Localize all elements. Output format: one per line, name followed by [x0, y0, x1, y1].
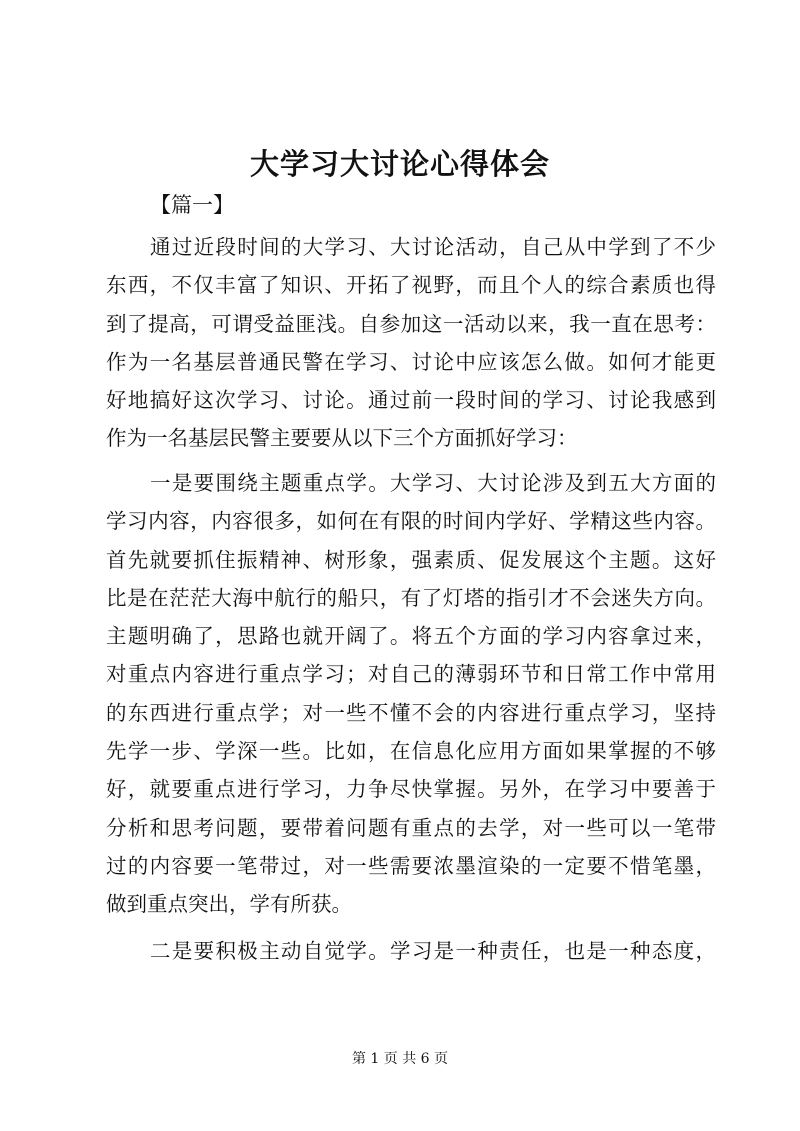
text-line: 作为一名基层普通民警在学习、讨论中应该怎么做。如何才能更	[106, 349, 716, 374]
text-line: 好，就要重点进行学习，力争尽快掌握。另外，在学习中要善于	[106, 777, 716, 802]
text-line: 东西，不仅丰富了知识、开拓了视野，而且个人的综合素质也得	[106, 273, 716, 298]
text-line: 对重点内容进行重点学习；对自己的薄弱环节和日常工作中常用	[106, 662, 716, 687]
paragraph-3	[106, 932, 716, 970]
text-line: 过的内容要一笔带过，对一些需要浓墨渲染的一定要不惜笔墨，	[106, 853, 716, 878]
text-line: 比是在茫茫大海中航行的船只，有了灯塔的指引才不会迷失方向。	[106, 585, 716, 610]
text-line: 通过近段时间的大学习、大讨论活动，自己从中学到了不少	[150, 235, 716, 259]
text-line: 二是要积极主动自觉学。学习是一种责任，也是一种态度，	[150, 939, 716, 963]
text-line: 好地搞好这次学习、讨论。通过前一段时间的学习、讨论我感到	[106, 388, 716, 413]
text-line: 的东西进行重点学；对一些不懂不会的内容进行重点学习，坚持	[106, 700, 716, 725]
text-line: 一是要围绕主题重点学。大学习、大讨论涉及到五大方面的	[150, 471, 716, 495]
page-footer: 第 1 页 共 6 页	[351, 1051, 449, 1067]
paragraph-2	[106, 464, 716, 924]
text-line: 做到重点突出，学有所获。	[106, 892, 352, 917]
paragraph-1	[106, 228, 716, 458]
text-line: 先学一步、学深一些。比如，在信息化应用方面如果掌握的不够	[106, 739, 716, 764]
text-line: 学习内容，内容很多，如何在有限的时间内学好、学精这些内容。	[106, 509, 716, 534]
text-line: 作为一名基层民警主要要从以下三个方面抓好学习：	[106, 426, 578, 451]
document-title: 大学习大讨论心得体会	[249, 147, 550, 181]
text-line: 主题明确了，思路也就开阔了。将五个方面的学习内容拿过来，	[106, 624, 716, 649]
text-line: 分析和思考问题，要带着问题有重点的去学，对一些可以一笔带	[106, 815, 716, 840]
text-line: 首先就要抓住振精神、树形象，强素质、促发展这个主题。这好	[106, 547, 716, 572]
section-label: 【篇一】	[150, 193, 234, 217]
text-line: 到了提高，可谓受益匪浅。自参加这一活动以来，我一直在思考：	[106, 311, 716, 336]
